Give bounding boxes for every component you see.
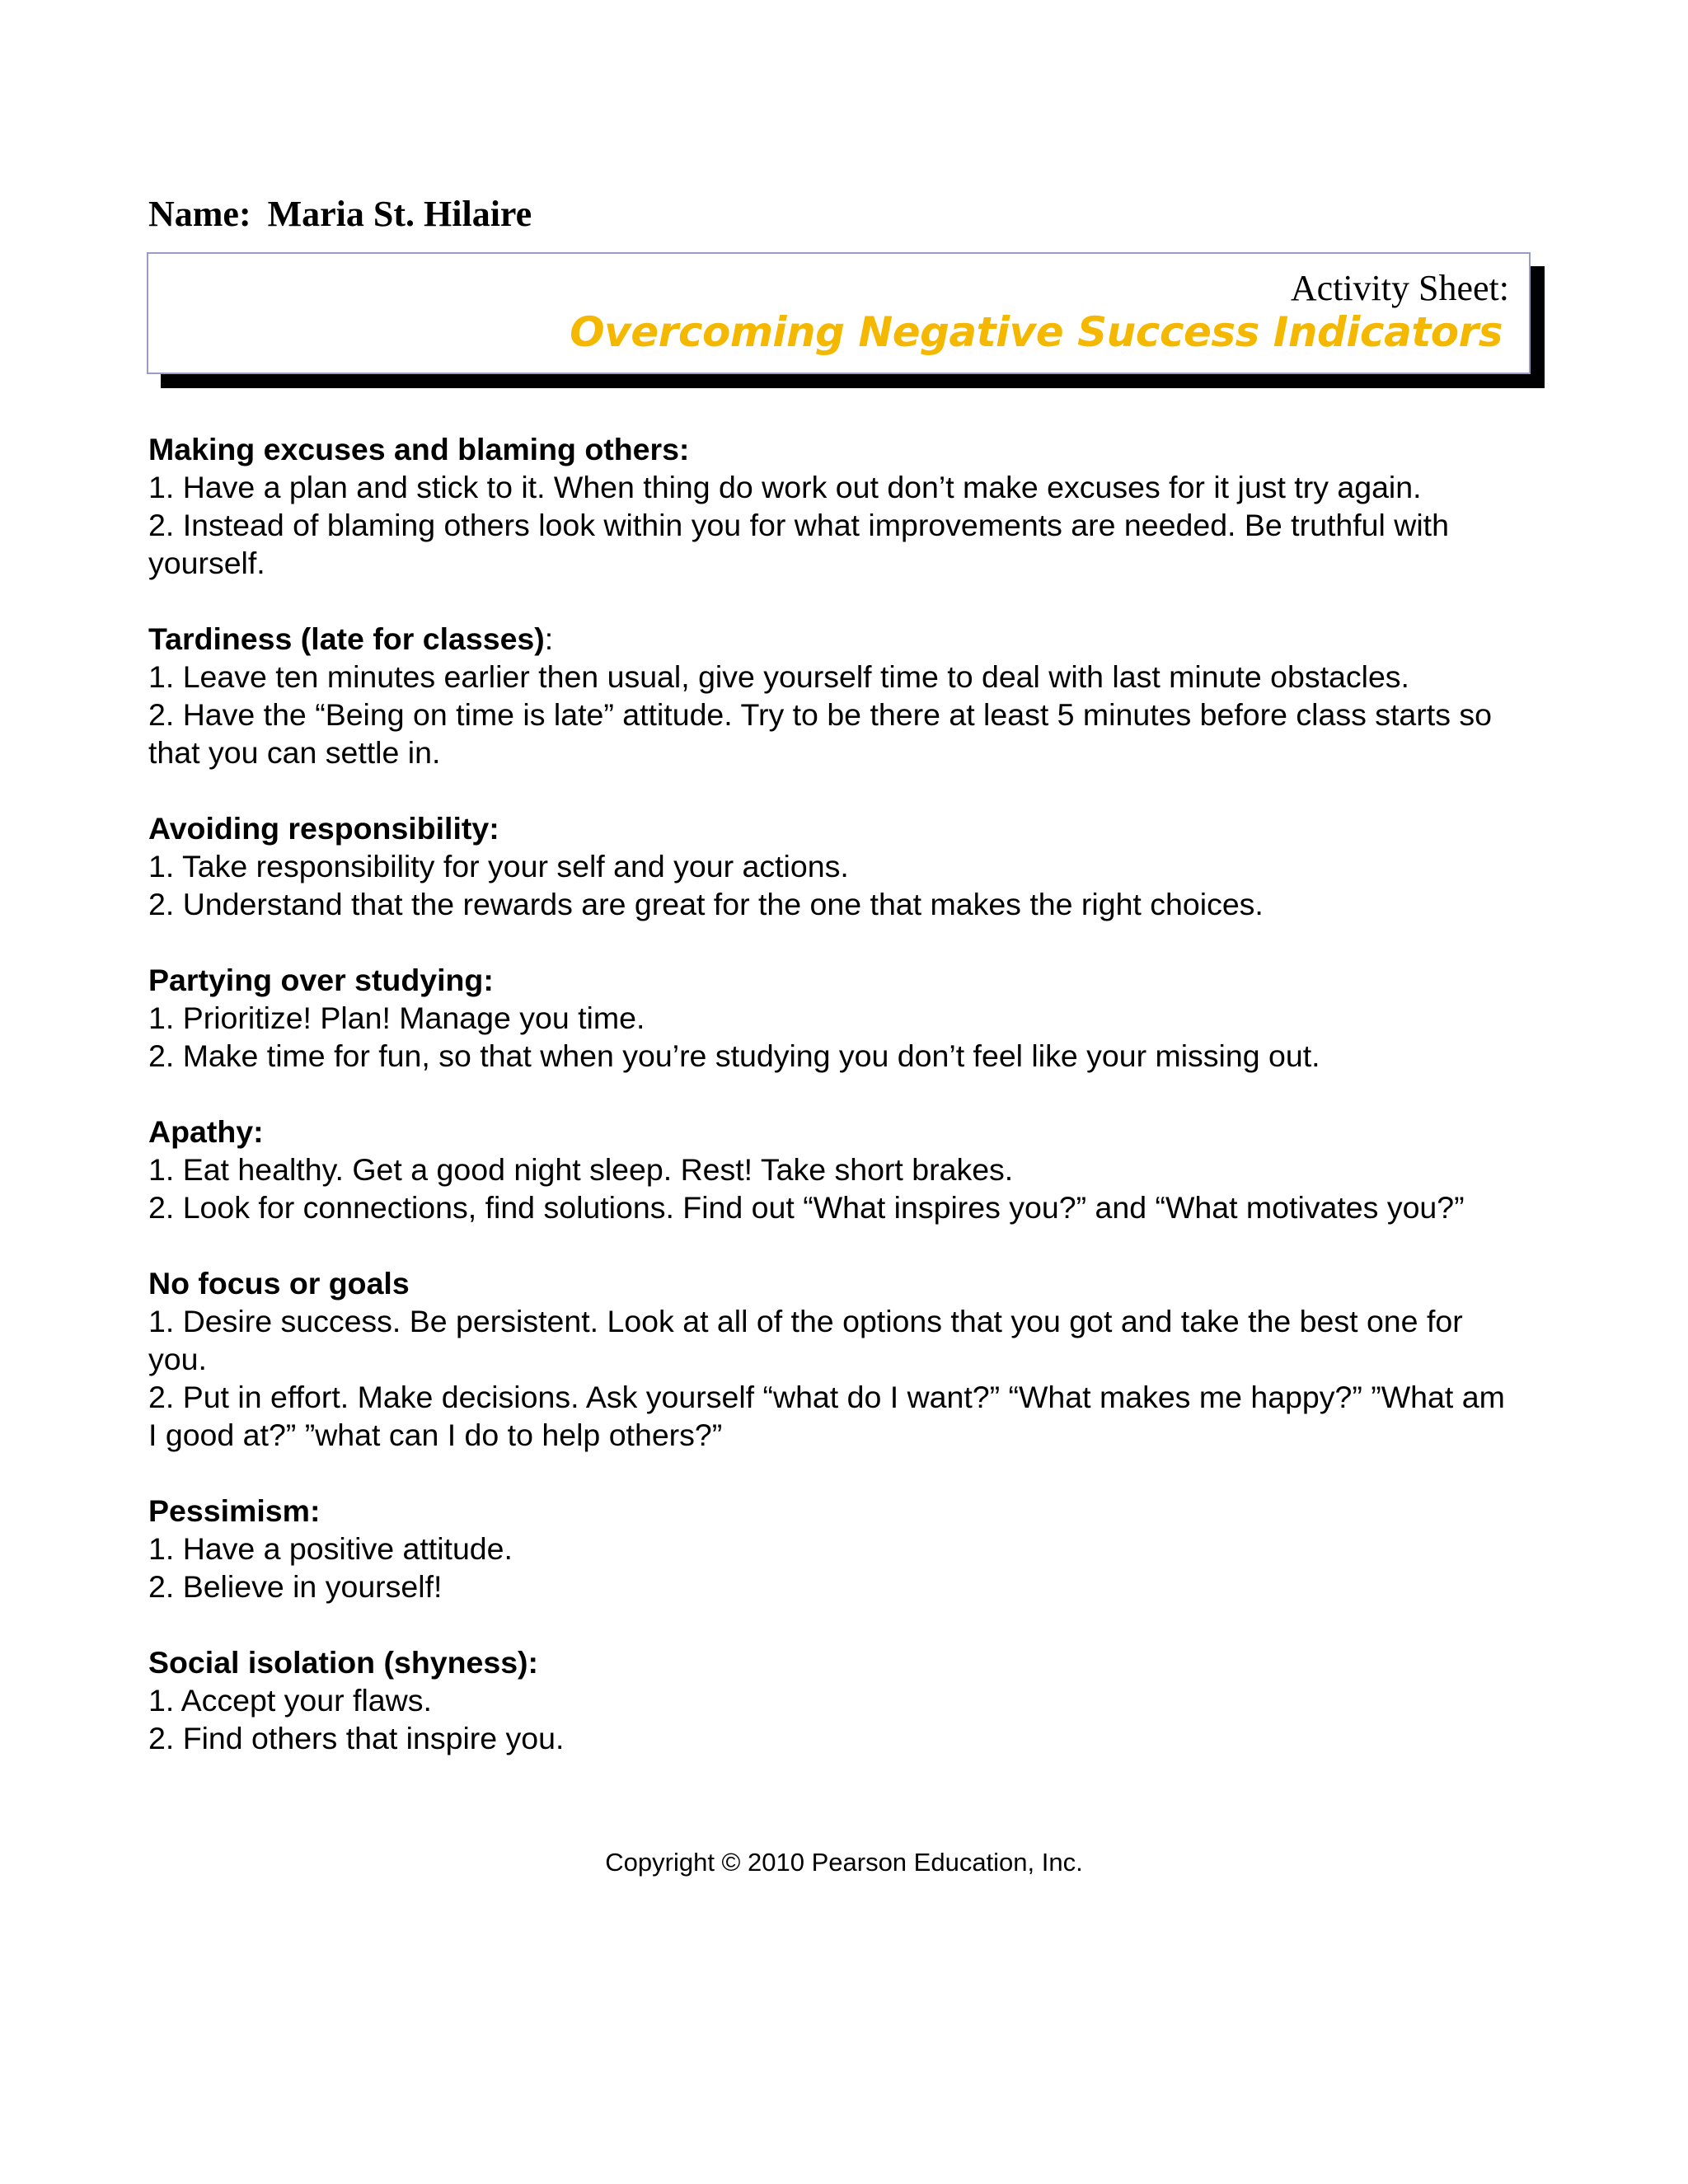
list-item: 2. Have the “Being on time is late” attitude. Try to be there at least 5 minutes before class starts so that you can settle in. xyxy=(148,697,1501,770)
name-line xyxy=(148,196,532,232)
list-item: 1. Eat healthy. Get a good night sleep. Rest! Take short brakes. xyxy=(148,1152,1014,1187)
list-item: 1. Have a plan and stick to it. When thing do work out don’t make excuses for it just try again. xyxy=(148,470,1422,504)
section-no-focus xyxy=(148,1264,1517,1454)
section-social-isolation xyxy=(148,1643,1517,1757)
section-heading: Partying over studying: xyxy=(148,963,494,997)
copyright-notice: Copyright © 2010 Pearson Education, Inc. xyxy=(605,1848,1083,1877)
section-tardiness xyxy=(148,620,1517,771)
list-item: 1. Have a positive attitude. xyxy=(148,1531,513,1566)
section-heading: Pessimism: xyxy=(148,1493,321,1528)
list-item: 2. Understand that the rewards are great for the one that makes the right choices. xyxy=(148,887,1264,921)
section-heading: No focus or goals xyxy=(148,1266,410,1301)
list-item: 1. Leave ten minutes earlier then usual, give yourself time to deal with last minute obstacles. xyxy=(148,659,1409,694)
section-heading: Social isolation (shyness): xyxy=(148,1645,539,1680)
activity-sheet-label: Activity Sheet: xyxy=(1290,268,1509,308)
section-avoiding-responsibility xyxy=(148,809,1517,923)
list-item: 2. Put in effort. Make decisions. Ask yourself “what do I want?” “What makes me happy?” ”What am I good at?” ”what can I do to help others?” xyxy=(148,1380,1514,1452)
list-item: 1. Take responsibility for your self and your actions. xyxy=(148,849,849,883)
list-item: 1. Desire success. Be persistent. Look at all of the options that you got and take the best one for you. xyxy=(148,1304,1472,1376)
list-item: 2. Believe in yourself! xyxy=(148,1569,443,1604)
list-item: 2. Instead of blaming others look within you for what improvements are needed. Be truthful with yourself. xyxy=(148,508,1458,580)
section-heading-suffix: : xyxy=(544,621,554,656)
section-heading: Avoiding responsibility: xyxy=(148,811,499,846)
list-item: 1. Accept your flaws. xyxy=(148,1683,432,1718)
list-item: 2. Look for connections, find solutions. Find out “What inspires you?” and “What motivates you?” xyxy=(148,1190,1465,1225)
list-item: 1. Prioritize! Plan! Manage you time. xyxy=(148,1001,645,1035)
section-heading: Apathy: xyxy=(148,1114,264,1149)
section-partying xyxy=(148,961,1517,1075)
student-name: Maria St. Hilaire xyxy=(267,194,532,234)
section-pessimism xyxy=(148,1492,1517,1605)
section-making-excuses xyxy=(148,430,1517,582)
activity-content xyxy=(148,430,1517,1795)
section-apathy xyxy=(148,1113,1517,1226)
activity-title-box xyxy=(147,252,1531,374)
list-item: 2. Make time for fun, so that when you’re studying you don’t feel like your missing out. xyxy=(148,1038,1320,1073)
section-heading: Making excuses and blaming others: xyxy=(148,432,690,466)
list-item: 2. Find others that inspire you. xyxy=(148,1721,565,1755)
name-label: Name: xyxy=(148,194,251,234)
section-heading: Tardiness (late for classes) xyxy=(148,621,545,656)
activity-title: Overcoming Negative Success Indicators xyxy=(570,308,1503,356)
